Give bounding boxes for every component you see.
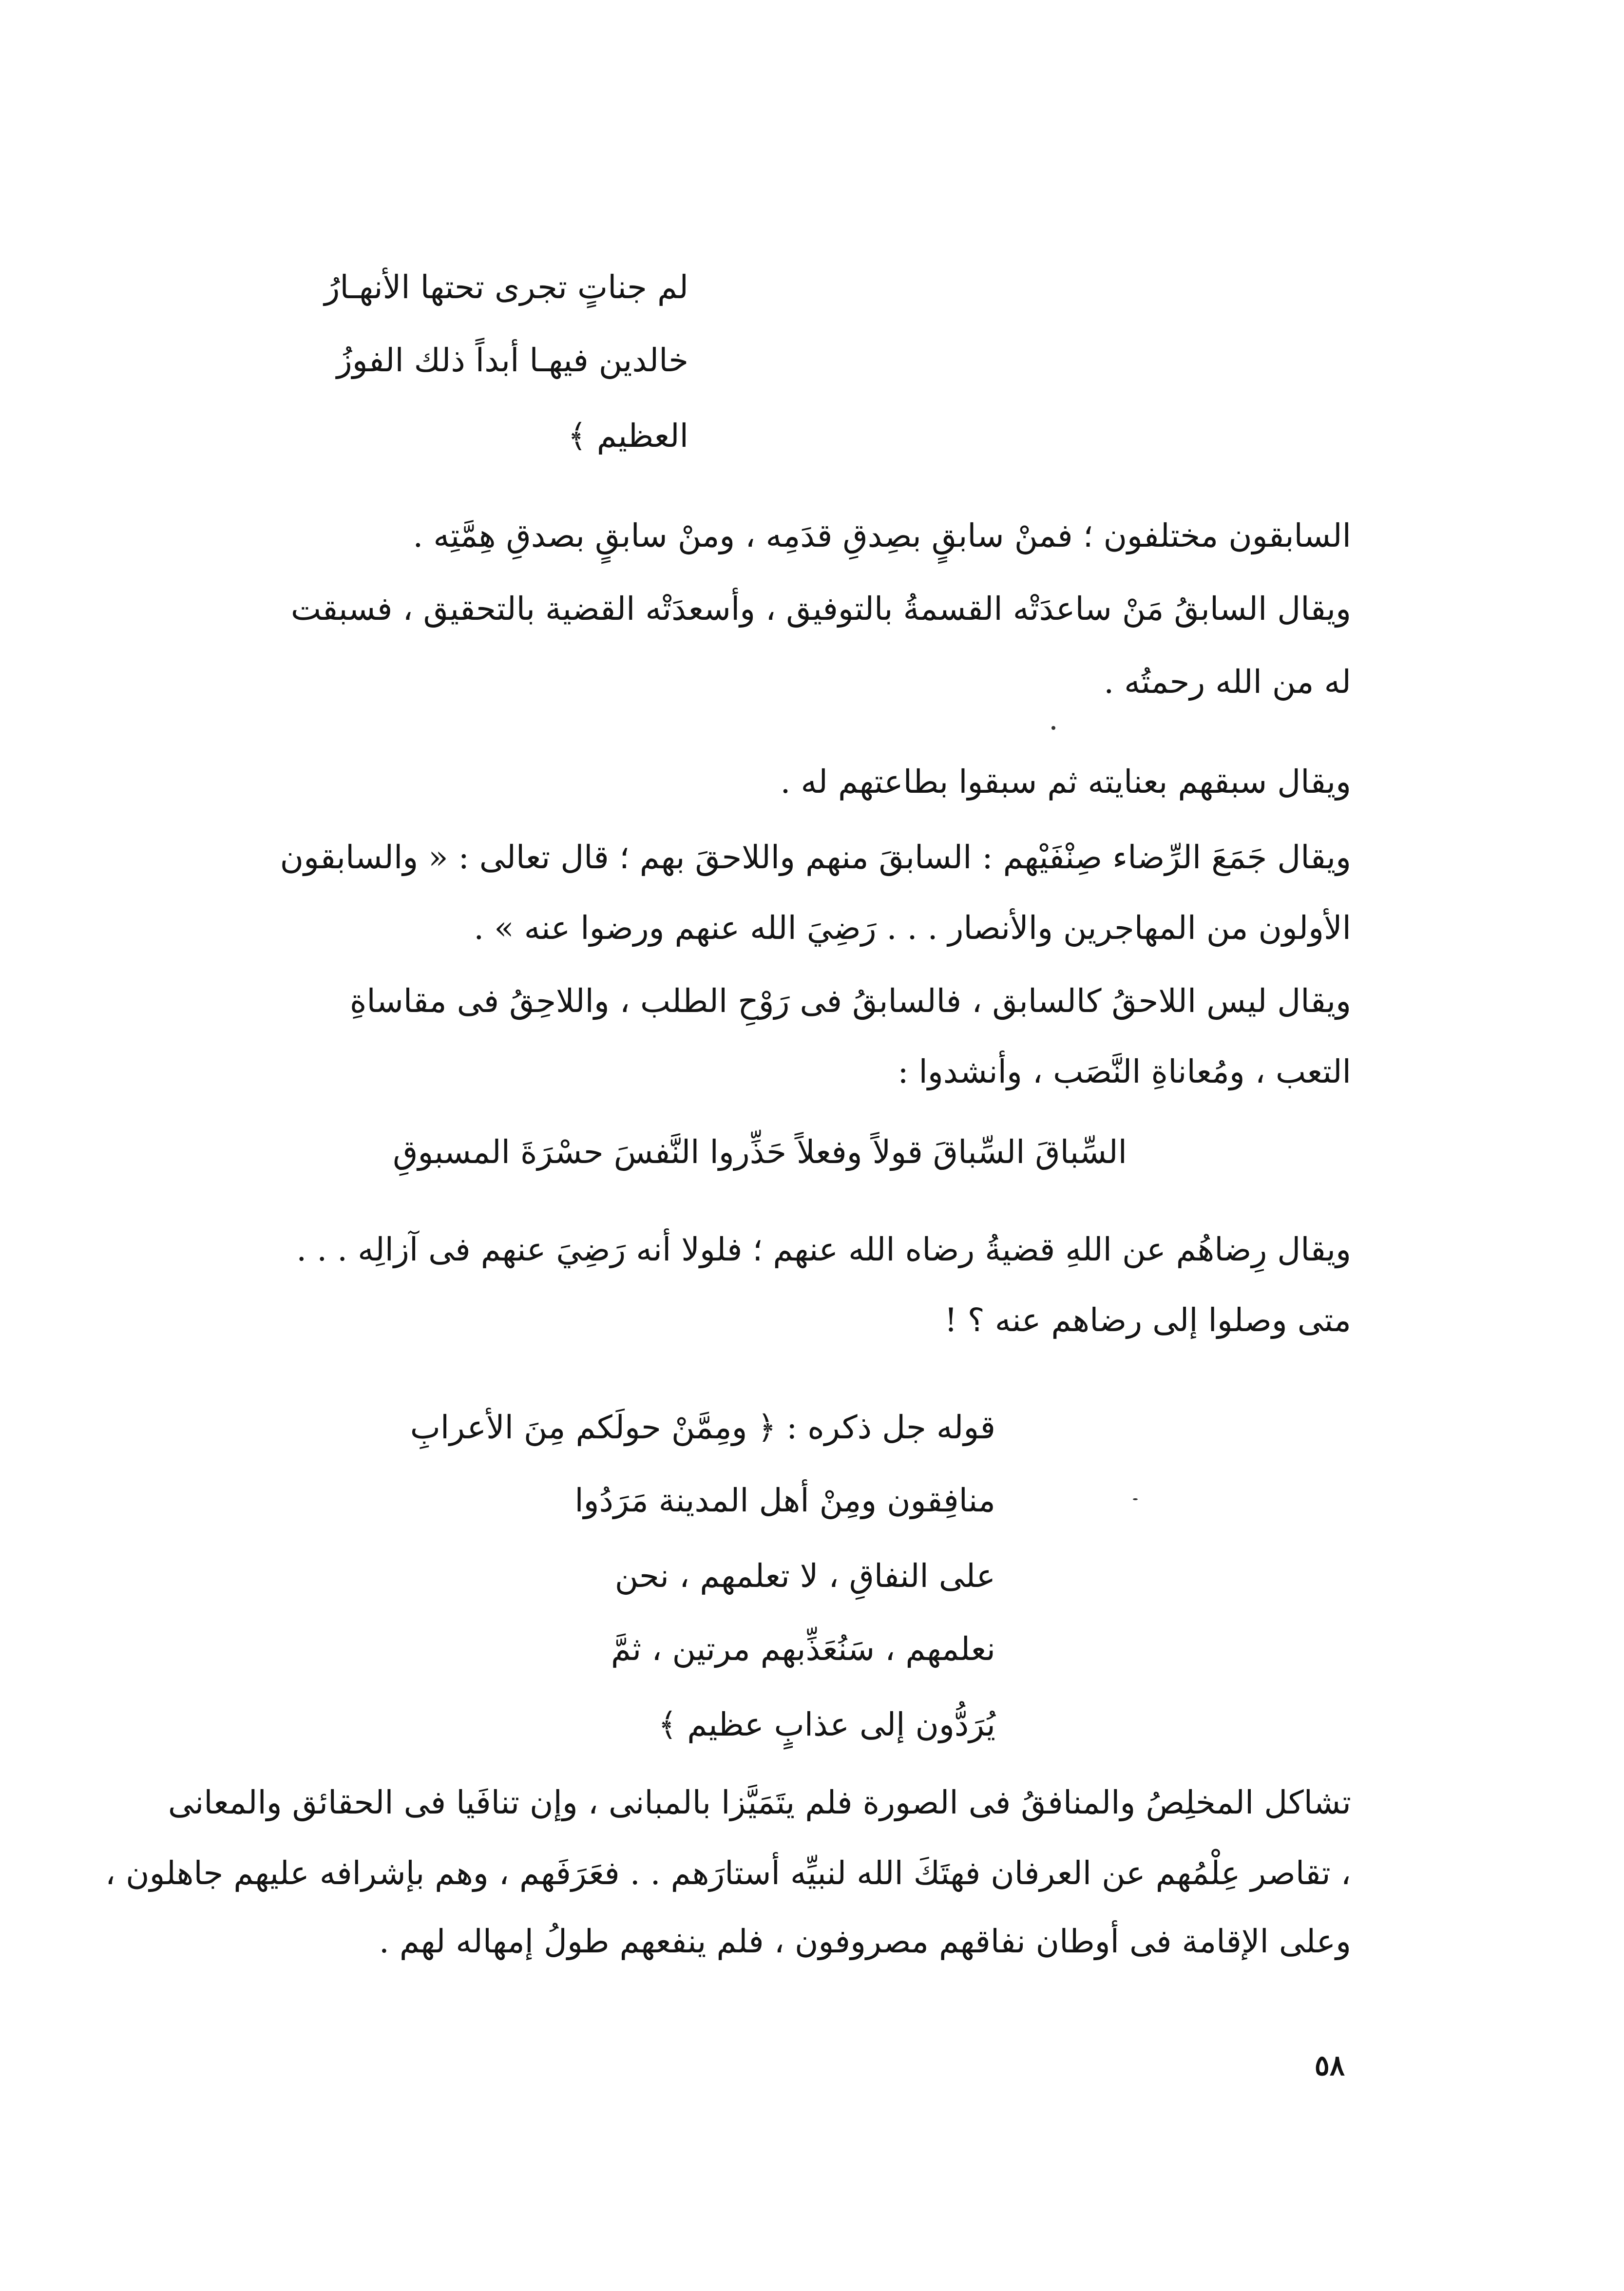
- paragraph-line: متى وصلوا إلى رضاهم عنه ؟ !: [944, 1301, 1351, 1339]
- paragraph-line: وعلى الإقامة فى أوطان نفاقهم مصروفون ، فلم ينفعهم طولُ إمهاله لهم .: [379, 1923, 1351, 1960]
- verse-2-line-2: منافِقون ومِنْ أهل المدينة مَرَدُوا: [574, 1482, 995, 1519]
- verse-2-line-1: قوله جل ذكره : ﴿ ومِمَّنْ حولَكم مِنَ الأعرابِ: [410, 1409, 995, 1446]
- paragraph-line: السابقون مختلفون ؛ فمنْ سابقٍ بصِدقِ قدَمِه ، ومنْ سابقٍ بصدقِ هِمَّتِه .: [413, 517, 1351, 554]
- paragraph-line: ويقال السابقُ مَنْ ساعدَتْه القسمةُ بالتوفيق ، وأسعدَتْه القضية بالتحقيق ، فسبقت: [290, 590, 1351, 628]
- verse-1-line-1: لم جناتٍ تجرى تحتها الأنهـارُ: [324, 268, 688, 306]
- paragraph-line: ويقال رِضاهُم عن اللهِ قضيةُ رضاه الله عنهم ؛ فلولا أنه رَضِيَ عنهم فى آزالِه . . .: [296, 1231, 1351, 1268]
- verse-1-line-2: خالدين فيهـا أبداً ذلك الفوزُ: [336, 342, 688, 379]
- verse-2-line-4: نعلمهم ، سَنُعَذِّبهم مرتين ، ثمَّ: [611, 1630, 995, 1668]
- paragraph-line: تشاكل المخلِصُ والمنافقُ فى الصورة فلم يتَمَيَّزا بالمبانى ، وإن تنافَيا فى الحقائق والمعانى: [168, 1784, 1351, 1821]
- paragraph-line: ويقال ليس اللاحقُ كالسابق ، فالسابقُ فى رَوْحِ الطلب ، واللاحِقُ فى مقاساةِ: [349, 982, 1351, 1020]
- scan-speck: [1133, 1498, 1138, 1500]
- paragraph-line: ، تقاصر عِلْمُهم عن العرفان فهتَكَ الله لنبيِّه أستارَهم . . فعَرَفَهم ، وهم بإشرافه عليهم جاهلون ،: [105, 1854, 1351, 1892]
- poem-line: السِّباقَ السِّباقَ قولاً وفعلاً حَذِّروا النَّفسَ حسْرَةَ المسبوقِ: [393, 1133, 1127, 1171]
- verse-2-line-3: على النفاقِ ، لا تعلمهم ، نحن: [614, 1557, 995, 1595]
- paragraph-line: التعب ، ومُعاناةِ النَّصَب ، وأنشدوا :: [898, 1053, 1351, 1090]
- scan-speck: [1051, 726, 1055, 730]
- paragraph-line: الأولون من المهاجرين والأنصار . . . رَضِيَ الله عنهم ورضوا عنه » .: [474, 909, 1351, 947]
- paragraph-line: له من الله رحمتُه .: [1104, 663, 1351, 701]
- paragraph-line: ويقال جَمَعَ الرِّضاء صِنْفَيْهم : السابقَ منهم واللاحقَ بهم ؛ قال تعالى : « والسابقون: [280, 839, 1351, 876]
- page-number: ٥٨: [1314, 2049, 1345, 2082]
- paragraph-line: ويقال سبقهم بعنايته ثم سبقوا بطاعتهم له .: [780, 763, 1351, 801]
- verse-1-line-3: العظيم ﴾: [568, 417, 688, 455]
- verse-2-line-5: يُرَدُّون إلى عذابٍ عظيم ﴾: [658, 1706, 995, 1743]
